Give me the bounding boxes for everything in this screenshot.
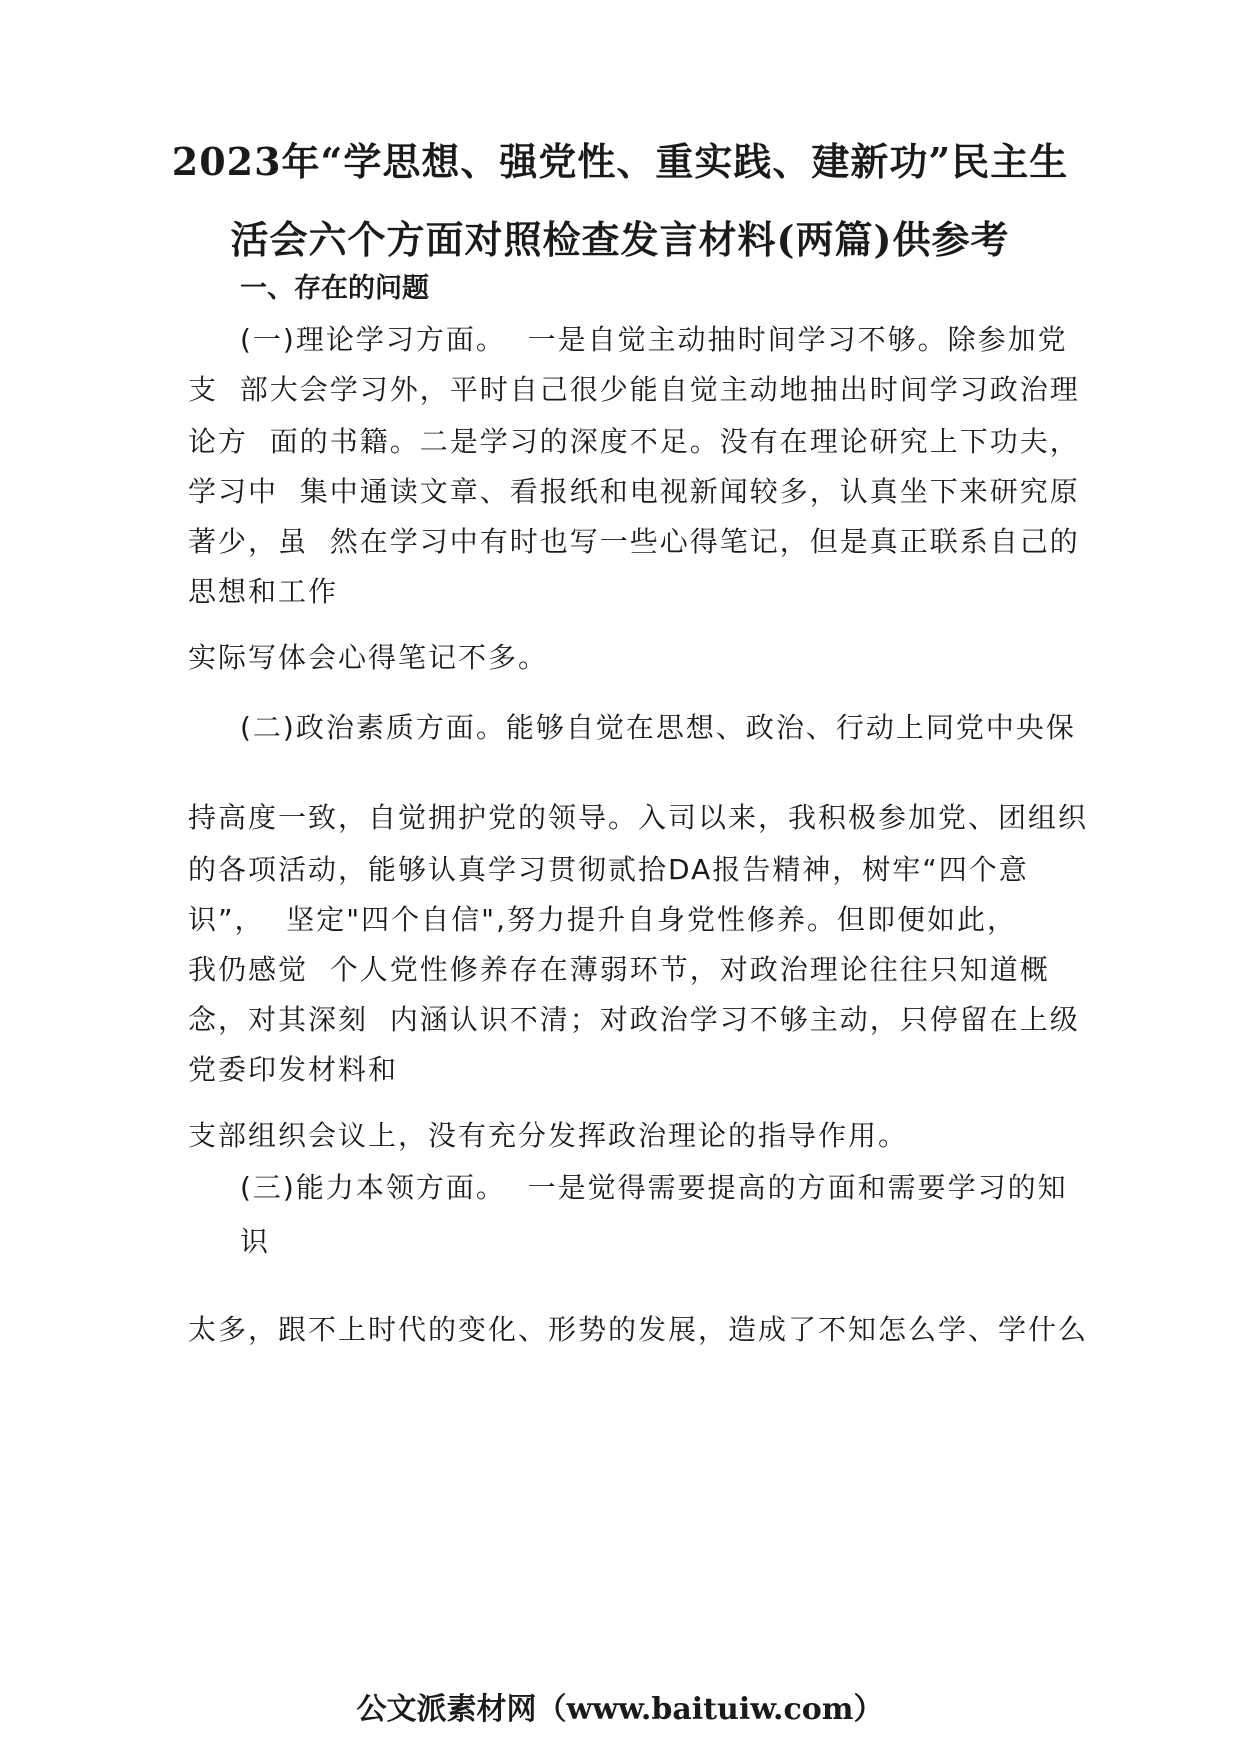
section-heading: 一、存在的问题 (240, 273, 429, 304)
document-title-line-2: 活会六个方面对照检查发言材料(两篇)供参考 (230, 217, 1010, 262)
paragraph-line: 识 (240, 1225, 271, 1258)
paragraph-line: 我仍感觉 个人党性修养存在薄弱环节，对政治理论往往只知道概 (188, 953, 1050, 986)
paragraph-line: 持高度一致，自觉拥护党的领导。入司以来，我积极参加党、团组织 (188, 801, 1089, 834)
paragraph-line: 支部组织会议上，没有充分发挥政治理论的指导作用。 (188, 1119, 909, 1152)
paragraph-line: 实际写体会心得笔记不多。 (188, 641, 549, 674)
document-title-line-1: 2023年“学思想、强党性、重实践、建新功”民主生 (171, 139, 1069, 184)
paragraph-line: (一)理论学习方面。 一是自觉主动抽时间学习不够。除参加党 (240, 323, 1068, 356)
paragraph-line: 思想和工作 (188, 575, 339, 608)
paragraph-line: 念，对其深刻 内涵认识不清；对政治学习不够主动，只停留在上级 (188, 1003, 1080, 1036)
paragraph-line: (二)政治素质方面。能够自觉在思想、政治、行动上同党中央保 (240, 711, 1076, 744)
paragraph-line: 党委印发材料和 (188, 1053, 399, 1086)
source-footer: 公文派素材网（www.baituiw.com） (356, 1692, 884, 1727)
paragraph-line: 太多，跟不上时代的变化、形势的发展，造成了不知怎么学、学什么 (188, 1313, 1089, 1346)
paragraph-line: 支 部大会学习外，平时自己很少能自觉主动地抽出时间学习政治理 (188, 373, 1080, 406)
paragraph-line: 论方 面的书籍。二是学习的深度不足。没有在理论研究上下功夫， (188, 425, 1080, 458)
paragraph-line: 著少，虽 然在学习中有时也写一些心得笔记，但是真正联系自己的 (188, 525, 1080, 558)
paragraph-line: 学习中 集中通读文章、看报纸和电视新闻较多，认真坐下来研究原 (188, 475, 1080, 508)
paragraph-line: 识”， 坚定"四个自信",努力提升自身党性修养。但即便如此， (188, 903, 1017, 936)
paragraph-line: 的各项活动，能够认真学习贯彻贰拾DA报告精神，树牢“四个意 (188, 853, 1029, 886)
paragraph-line: (三)能力本领方面。 一是觉得需要提高的方面和需要学习的知 (240, 1171, 1068, 1204)
